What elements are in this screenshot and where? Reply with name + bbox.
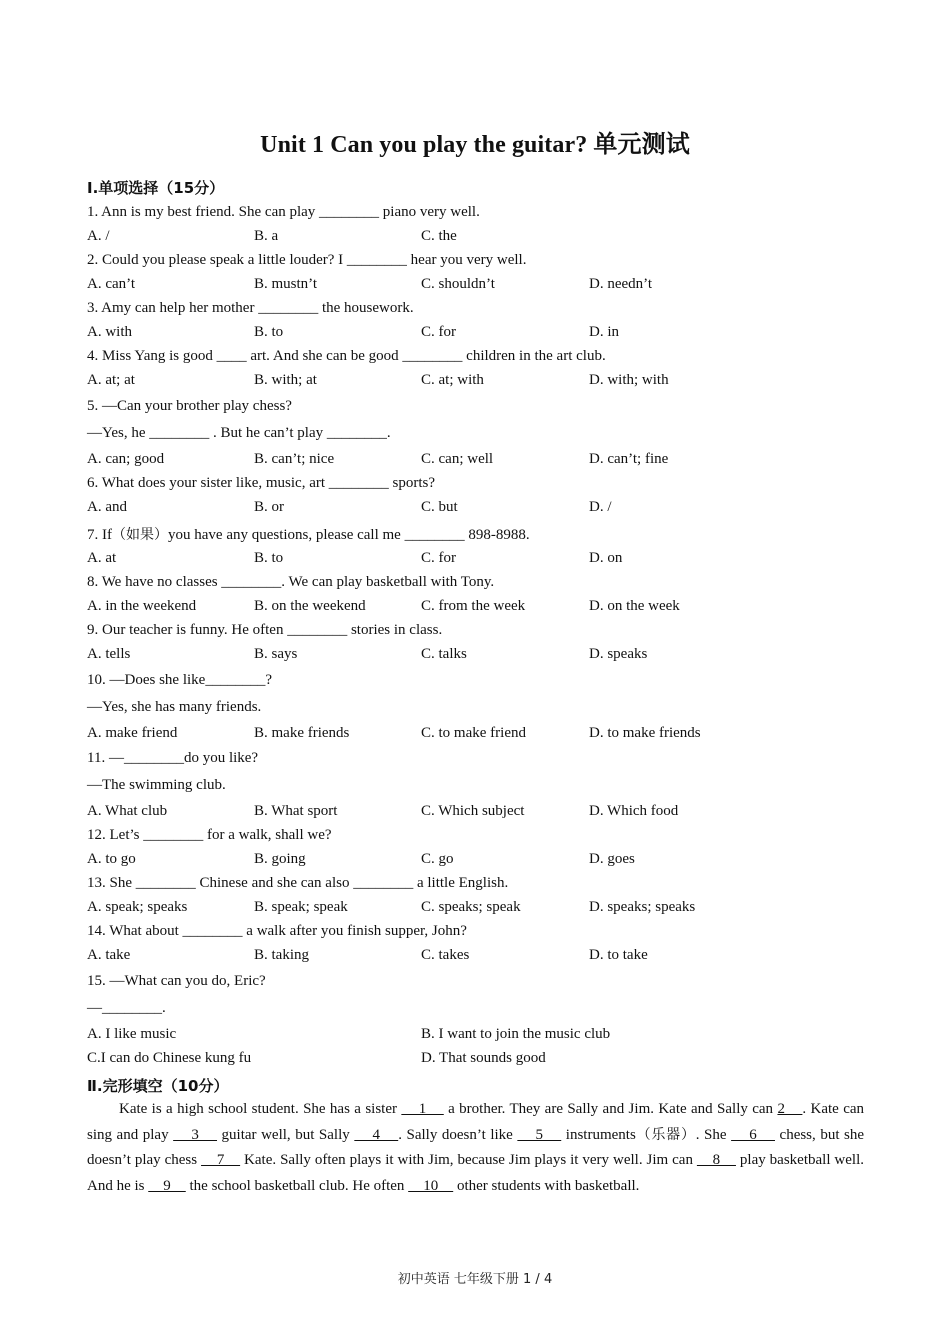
page-footer: 初中英语 七年级下册 1 / 4: [397, 1272, 553, 1287]
cloze-blank: 5: [517, 1126, 562, 1143]
answer-option: A. to go: [87, 851, 136, 867]
answer-option: A. make friend: [87, 725, 178, 741]
answer-option: A. What club: [87, 803, 168, 819]
cloze-blank: 9: [148, 1177, 186, 1194]
answer-option: C. for: [421, 324, 456, 340]
cloze-blank: 1: [401, 1101, 444, 1117]
answer-option: D. speaks: [589, 646, 648, 662]
answer-option: B. mustn’t: [254, 276, 318, 292]
question-reply: —Yes, he ________ . But he can’t play ________.: [87, 425, 391, 441]
question-stem: 12. Let’s ________ for a walk, shall we?: [87, 827, 332, 843]
answer-option: B. speak; speak: [254, 899, 348, 915]
question-stem: 11. —________do you like?: [87, 750, 259, 766]
passage-text: guitar well, but Sally: [217, 1126, 355, 1143]
passage-text: . Kate can sing and play: [87, 1101, 865, 1143]
answer-option: D. with; with: [589, 372, 669, 388]
cloze-blank: 10: [408, 1177, 454, 1194]
chinese-gloss: （乐器）: [635, 1126, 696, 1143]
answer-option: B. on the weekend: [254, 598, 366, 614]
chinese-gloss: （如果）: [112, 527, 168, 543]
answer-option: A. tells: [87, 646, 131, 662]
cloze-blank: 6: [731, 1126, 775, 1143]
question-stem: 1. Ann is my best friend. She can play ________ piano very well.: [87, 204, 480, 220]
answer-option: A. at: [87, 550, 117, 566]
answer-option: D. That sounds good: [421, 1050, 546, 1066]
question-reply: —________.: [87, 1000, 166, 1016]
question-stem: 13. She ________ Chinese and she can also ________ a little English.: [87, 875, 509, 891]
page-title: Unit 1 Can you play the guitar? 单元测试: [260, 132, 690, 158]
answer-option: C. can; well: [421, 451, 494, 467]
cloze-blank: 8: [696, 1152, 736, 1168]
answer-option: D. on the week: [589, 598, 680, 614]
answer-option: D. on: [589, 550, 623, 566]
answer-option: C. from the week: [421, 598, 526, 614]
section-title-1: I.单项选择（15分）: [87, 179, 225, 197]
question-reply: —Yes, she has many friends.: [87, 699, 262, 715]
answer-option: C. but: [421, 499, 458, 515]
section-title-2: Ⅱ.完形填空（10分）: [87, 1077, 229, 1095]
passage-text: the school basketball club. He often: [185, 1177, 409, 1194]
answer-option: A. can; good: [87, 451, 165, 467]
answer-option: A. can’t: [87, 276, 136, 292]
answer-option: C. takes: [421, 947, 470, 963]
passage-text: . Sally doesn’t like: [398, 1126, 518, 1143]
cloze-blank: 3: [173, 1126, 218, 1143]
question-stem: 10. —Does she like________?: [87, 672, 272, 688]
answer-option: A. with: [87, 324, 132, 340]
answer-option: A. speak; speaks: [87, 899, 188, 915]
answer-option: D. can’t; fine: [589, 451, 669, 467]
passage-text: chess, but she doesn’t play chess: [87, 1126, 865, 1168]
question-reply: —The swimming club.: [87, 777, 226, 793]
answer-option: B. What sport: [254, 803, 338, 819]
question-stem: 5. —Can your brother play chess?: [87, 398, 292, 414]
answer-option: C. to make friend: [421, 725, 526, 741]
answer-option: B. I want to join the music club: [421, 1026, 611, 1042]
question-stem: 6. What does your sister like, music, art ________ sports?: [87, 475, 436, 491]
answer-option: D. in: [589, 324, 619, 340]
cloze-passage: [87, 1097, 864, 1199]
answer-option: A. in the weekend: [87, 598, 197, 614]
passage-text: instruments: [561, 1126, 636, 1143]
answer-option: B. says: [254, 646, 298, 662]
answer-option: B. make friends: [254, 725, 350, 741]
question-stem: 8. We have no classes ________. We can play basketball with Tony.: [87, 574, 495, 590]
answer-option: D. /: [589, 499, 612, 515]
question-stem: 9. Our teacher is funny. He often ________ stories in class.: [87, 622, 443, 638]
cloze-blank: 7: [201, 1152, 241, 1168]
question-stem: 14. What about ________ a walk after you finish supper, John?: [87, 923, 467, 939]
answer-option: B. with; at: [254, 372, 317, 388]
answer-option: D. speaks; speaks: [589, 899, 696, 915]
answer-option: C. the: [421, 228, 457, 244]
answer-option: B. going: [254, 851, 306, 867]
answer-option: C. shouldn’t: [421, 276, 495, 292]
answer-option: C. at; with: [421, 372, 484, 388]
answer-option: D. needn’t: [589, 276, 653, 292]
answer-option: B. to: [254, 324, 284, 340]
passage-text: a brother. They are Sally and Jim. Kate and Sally can: [443, 1101, 778, 1117]
cloze-blank: 2: [777, 1101, 803, 1117]
passage-text: . She: [695, 1126, 732, 1143]
question-stem: 3. Amy can help her mother ________ the housework.: [87, 300, 414, 316]
question-stem: 2. Could you please speak a little louder? I ________ hear you very well.: [87, 252, 527, 268]
answer-option: B. to: [254, 550, 284, 566]
passage-text: play basketball well. And he is: [87, 1152, 865, 1194]
passage-text: Kate. Sally often plays it with Jim, because Jim plays it very well. Jim can: [240, 1152, 697, 1168]
question-stem: 4. Miss Yang is good ____ art. And she can be good ________ children in the art club.: [87, 348, 606, 364]
passage-text: Kate is a high school student. She has a sister: [119, 1101, 402, 1117]
answer-option: C.I can do Chinese kung fu: [87, 1050, 252, 1066]
answer-option: D. to make friends: [589, 725, 701, 741]
answer-option: D. Which food: [589, 803, 679, 819]
answer-option: A. at; at: [87, 372, 135, 388]
answer-option: A. and: [87, 499, 127, 515]
answer-option: A. I like music: [87, 1026, 177, 1042]
cloze-blank: 4: [354, 1126, 399, 1143]
answer-option: C. for: [421, 550, 456, 566]
answer-option: B. a: [254, 228, 279, 244]
answer-option: A. take: [87, 947, 131, 963]
answer-option: C. speaks; speak: [421, 899, 521, 915]
question-stem: 15. —What can you do, Eric?: [87, 973, 266, 989]
answer-option: C. Which subject: [421, 803, 525, 819]
answer-option: B. taking: [254, 947, 309, 963]
answer-option: B. can’t; nice: [254, 451, 335, 467]
question-stem: [87, 524, 530, 544]
answer-option: C. go: [421, 851, 454, 867]
passage-text: other students with basketball.: [453, 1177, 640, 1194]
answer-option: A. /: [87, 228, 110, 244]
answer-option: B. or: [254, 499, 284, 515]
answer-option: D. goes: [589, 851, 635, 867]
answer-option: C. talks: [421, 646, 467, 662]
question-stem-text: you have any questions, please call me ________ 898-8988.: [168, 527, 530, 543]
answer-option: D. to take: [589, 947, 648, 963]
question-stem-text: 7. If: [87, 527, 112, 543]
